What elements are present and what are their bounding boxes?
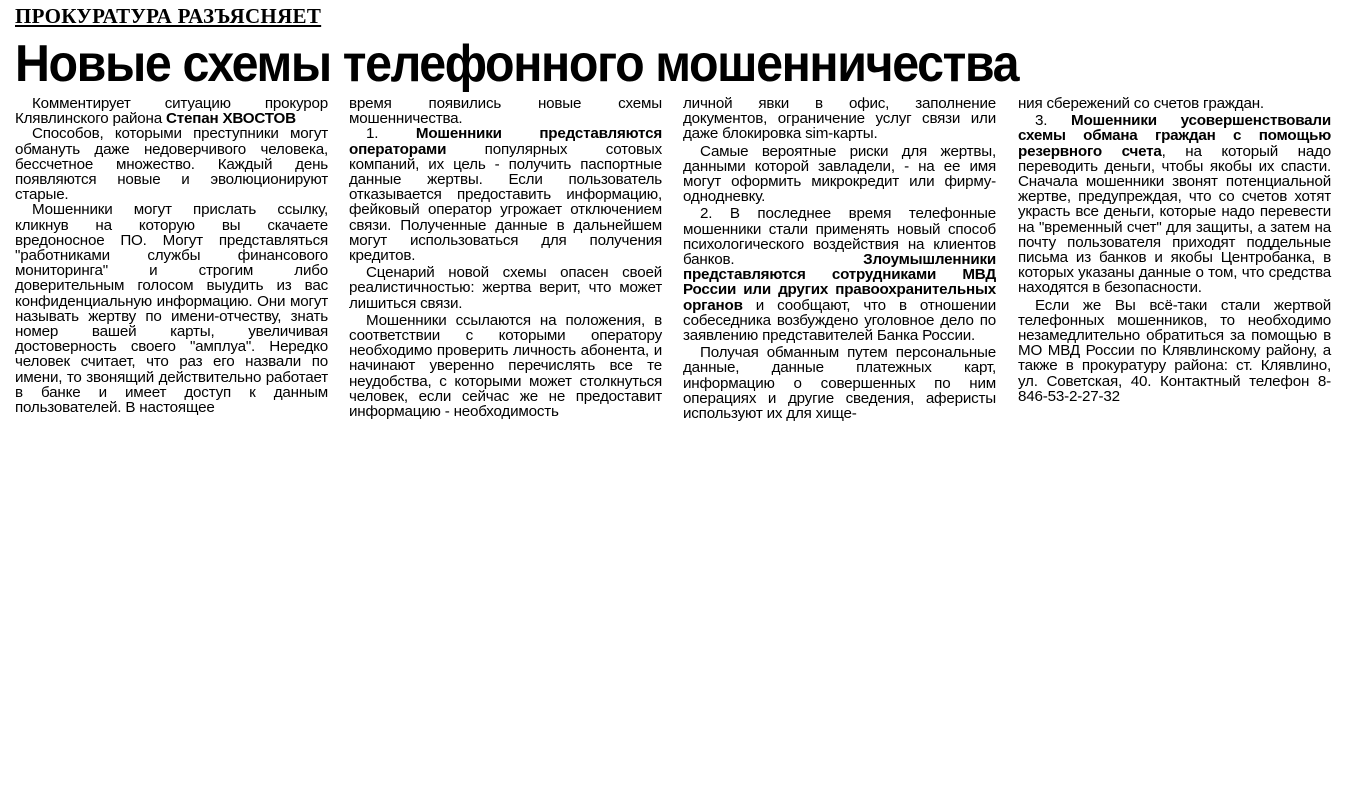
paragraph-text: и сообщают, что в отношении собеседника возбуждено уголовное дело по заявлению представителей Банка России. — [683, 296, 996, 345]
paragraph: Мошенники могут прислать ссылку, кликнув на которую вы скачаете вредоносное ПО. Могут представляться "работниками службы финансового мониторинга" и строгим либо доверительным голосом выудить из вас конфиденциальную информацию. Они могут называть жертву по имени-отчеству, знать номер вашей карты, увеличивая достоверность своего "амплуа". Нередко человек считает, что раз его назвали по имени, то звонящий действительно работает в банке и имеет доступ к данным пользователей. В настоящее — [15, 201, 328, 417]
paragraph: время появились новые схемы мошенничества. — [349, 95, 662, 128]
scheme-2-heading: Злоумышленники представляются сотрудниками МВД России или других правоохранительных органов — [683, 251, 996, 314]
article-headline: Новые схемы телефонного мошенничества — [15, 35, 1019, 93]
paragraph: Самые вероятные риски для жертвы, данными которой завладели, - на ее имя могут оформить микрокредит или фирму-однодневку. — [683, 142, 996, 206]
paragraph — [1018, 113, 1331, 295]
paragraph — [15, 96, 328, 126]
paragraph: Способов, которыми преступники могут обмануть даже недоверчивого человека, бессчетное множество. Каждый день появляются новые и эволюционируют старые. — [15, 125, 328, 204]
article-column-1 — [15, 96, 328, 415]
article-column-2 — [349, 96, 662, 419]
contact-paragraph: Если же Вы всё-таки стали жертвой телефонных мошенников, то необходимо незамедлительно обратиться за помощью в МО МВД России по Клявлинскому району, а также в прокуратуру района: ст. Клявлино, ул. Советская, 40. Контактный телефон 8-846-53-2-27-32 — [1018, 296, 1331, 405]
paragraph: Мошенники ссылаются на положения, в соответствии с которыми оператору необходимо проверить личность абонента, и начинают уверенно перечислять все те неудобства, с которыми может столкнуться человек, если сейчас же не предоставит информацию - необходимость — [349, 311, 662, 421]
paragraph-text: 3. — [1035, 112, 1071, 130]
paragraph — [349, 126, 662, 263]
section-rubric: ПРОКУРАТУРА РАЗЪЯСНЯЕТ — [15, 4, 322, 28]
paragraph — [683, 206, 996, 343]
paragraph-text: 2. В последнее время телефонные мошенники стали применять новый способ психологического воздействия на клиентов банков. — [683, 205, 996, 269]
paragraph: Получая обманным путем персональные данные, данные платежных карт, информацию о совершенных по ним операциях и другие сведения, аферисты используют их для хище- — [683, 344, 996, 423]
paragraph-text: Комментирует ситуацию прокурор Клявлинского района — [15, 95, 328, 128]
paragraph-text: популярных сотовых компаний, их цель - получить паспортные данные жертвы. Если пользователь отказывается предоставить информацию, фейковый оператор угрожает отключением связи. Полученные данные в дальнейшем могут использоваться для получения кредитов. — [349, 140, 662, 265]
paragraph-text: 1. — [366, 125, 416, 143]
paragraph: ния сбережений со счетов граждан. — [1018, 95, 1264, 112]
prosecutor-name: Степан ХВОСТОВ — [166, 110, 296, 128]
scheme-1-heading: Мошенники представляются операторами — [349, 125, 662, 158]
paragraph: личной явки в офис, заполнение документов, ограничение услуг связи или даже блокировка sim-карты. — [683, 95, 996, 143]
paragraph-text: , на который надо переводить деньги, чтобы якобы их спасти. Сначала мошенники звонят потенциальной жертве, предупреждая, что со счетов хотят украсть все деньги, которые надо перевести на "временный счет" для защиты, а затем на почту пользователя приходят поддельные письма из банков и якобы Центробанка, в которых указаны данные о том, что средства находятся в безопасности. — [1018, 142, 1331, 297]
article-column-3 — [683, 96, 996, 421]
scheme-3-heading: Мошенники усовершенствовали схемы обмана граждан с помощью резервного счета — [1018, 112, 1331, 160]
paragraph: Сценарий новой схемы опасен своей реалистичностью: жертва верит, что может лишиться связи. — [349, 264, 662, 312]
article-column-4 — [1018, 96, 1331, 404]
